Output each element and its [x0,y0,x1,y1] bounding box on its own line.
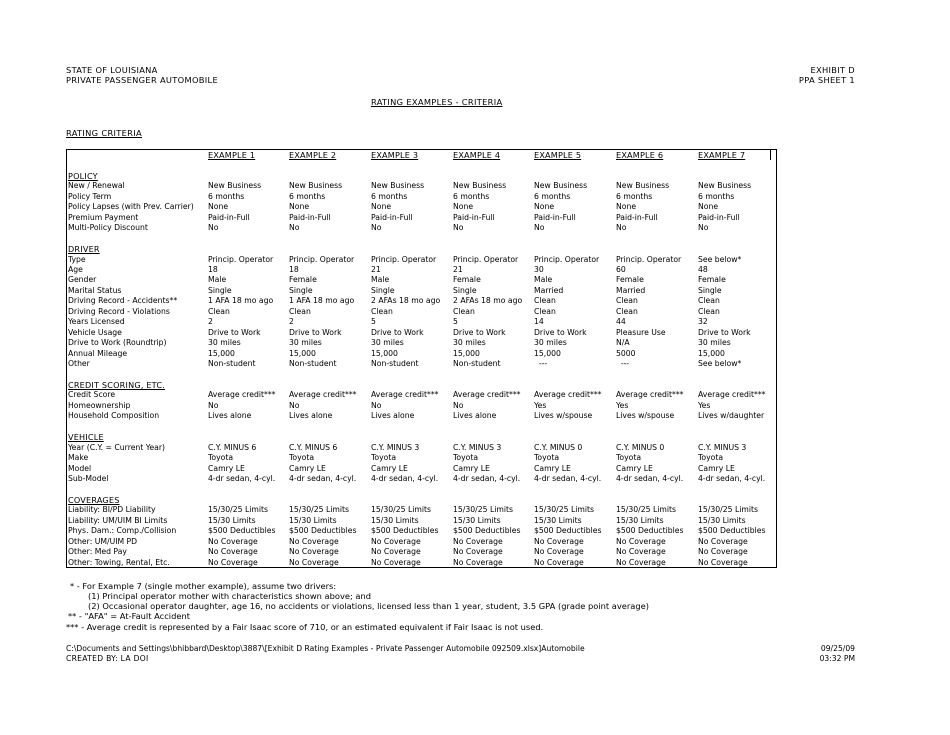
criteria-value: Drive to Work [534,327,587,337]
criteria-value: None [616,202,637,212]
criteria-value: 6 months [371,191,408,201]
criteria-value: C.Y. MINUS 0 [534,442,583,452]
criteria-value: Clean [208,306,230,316]
criteria-row [67,411,776,421]
criteria-value: Clean [616,306,638,316]
criteria-label: Homeownership [68,400,131,410]
criteria-value: $500 Deductibles [208,526,276,536]
criteria-value: Princip. Operator [453,254,519,264]
criteria-row [67,349,776,359]
section-header: COVERAGES [68,494,120,505]
criteria-value: Camry LE [289,463,326,473]
criteria-value: Clean [371,306,393,316]
criteria-value: Female [453,275,481,285]
criteria-value: Single [208,285,232,295]
criteria-row [67,464,776,474]
criteria-value: Average credit*** [289,390,357,400]
criteria-value: Toyota [208,453,234,463]
criteria-value: No Coverage [616,547,666,557]
criteria-row [67,317,776,327]
criteria-value: 60 [616,264,626,274]
criteria-value: 30 miles [453,338,486,348]
footnote-example-7: * - For Example 7 (single mother example), assume two drivers: [70,581,337,591]
criteria-label: Other: Med Pay [68,547,127,557]
rating-criteria-table [66,149,777,568]
criteria-value: Toyota [698,453,724,463]
print-date: 09/25/09 [820,644,855,653]
criteria-label: Other: Towing, Rental, Etc. [68,557,170,567]
criteria-value: 15/30 Limits [534,515,582,525]
criteria-value: Average credit*** [698,390,766,400]
criteria-value: C.Y. MINUS 0 [616,442,665,452]
criteria-value: Married [616,285,646,295]
criteria-value: None [534,202,555,212]
criteria-value: No [453,400,464,410]
criteria-value: No Coverage [371,536,421,546]
criteria-value: 1 AFA 18 mo ago [289,296,355,306]
criteria-row [67,558,776,568]
criteria-value: Non-student [371,359,419,368]
criteria-row [67,307,776,317]
criteria-value: 4-dr sedan, 4-cyl. [453,473,521,483]
criteria-label: Policy Term [68,191,112,201]
criteria-value: Toyota [616,453,642,463]
criteria-value: Non-student [289,359,337,368]
criteria-value: No Coverage [616,536,666,546]
criteria-label: Premium Payment [68,212,139,222]
criteria-value: Female [289,275,317,285]
criteria-value: No Coverage [698,557,748,567]
criteria-value: Yes [534,400,547,410]
criteria-value: Non-student [453,359,501,368]
criteria-value: 15,000 [453,348,480,358]
criteria-value: 2 AFAs 18 mo ago [453,296,523,306]
criteria-value: 48 [698,264,708,274]
criteria-value: No [289,400,300,410]
criteria-value: Toyota [371,453,397,463]
criteria-value: 15/30/25 Limits [453,505,514,515]
criteria-value: 6 months [289,191,326,201]
criteria-row [67,275,776,285]
criteria-label: Year (C.Y. = Current Year) [68,442,166,452]
criteria-row [67,296,776,306]
criteria-value: 15,000 [371,348,398,358]
criteria-row [67,265,776,275]
section-header-row [67,432,776,442]
criteria-label: Annual Mileage [68,348,128,358]
criteria-value: Princip. Operator [616,254,682,264]
section-title: RATING CRITERIA [66,128,142,138]
criteria-row [67,474,776,484]
criteria-value: Camry LE [534,463,571,473]
criteria-value: Lives w/spouse [534,411,593,421]
criteria-row [67,286,776,296]
column-header: EXAMPLE 7 [698,150,746,160]
criteria-value: Princip. Operator [208,254,274,264]
criteria-value: C.Y. MINUS 3 [371,442,420,452]
criteria-value: Lives w/spouse [616,411,675,421]
criteria-value: New Business [289,181,343,191]
criteria-row [67,213,776,223]
criteria-value: Lives alone [371,411,415,421]
criteria-value: No [371,400,382,410]
criteria-value: 30 miles [371,338,404,348]
criteria-value: Single [698,285,722,295]
criteria-value: Clean [534,306,556,316]
criteria-value: Camry LE [698,463,735,473]
criteria-value: 14 [534,317,544,327]
criteria-value: See below* [698,254,742,264]
criteria-value: Single [453,285,477,295]
criteria-value: No Coverage [698,547,748,557]
criteria-value: No [453,223,464,233]
criteria-value: 15,000 [208,348,235,358]
criteria-value: Paid-in-Full [371,212,413,222]
criteria-value: 30 miles [534,338,567,348]
criteria-value: 15/30 Limits [371,515,419,525]
column-header: EXAMPLE 6 [616,150,664,160]
criteria-value: 21 [371,264,381,274]
criteria-value: Average credit*** [371,390,439,400]
criteria-row [67,328,776,338]
criteria-value: None [208,202,229,212]
criteria-value: Paid-in-Full [698,212,740,222]
criteria-value: New Business [208,181,262,191]
criteria-label: Other [68,359,90,368]
criteria-value: Clean [698,296,720,306]
criteria-label: Liability: BI/PD Liability [68,505,156,515]
criteria-row [67,338,776,348]
criteria-value: New Business [371,181,425,191]
criteria-value: $500 Deductibles [453,526,521,536]
criteria-value: No Coverage [453,547,503,557]
criteria-value: Female [698,275,726,285]
criteria-row [67,359,776,369]
criteria-row [67,202,776,212]
criteria-value: $500 Deductibles [616,526,684,536]
criteria-value: 32 [698,317,708,327]
criteria-row [67,223,776,233]
criteria-value: Drive to Work [371,327,424,337]
criteria-value: Lives alone [289,411,333,421]
criteria-value: C.Y. MINUS 6 [289,442,338,452]
criteria-value: Male [371,275,390,285]
criteria-value: $500 Deductibles [698,526,766,536]
criteria-value: New Business [453,181,507,191]
criteria-value: No [289,223,300,233]
criteria-value: 15/30/25 Limits [534,505,595,515]
criteria-value: Paid-in-Full [453,212,495,222]
criteria-value: 6 months [698,191,735,201]
criteria-value: 44 [616,317,626,327]
criteria-value: 30 [534,264,544,274]
criteria-label: Age [68,264,83,274]
criteria-value: 15/30 Limits [289,515,337,525]
criteria-value: New Business [698,181,752,191]
criteria-value: 4-dr sedan, 4-cyl. [289,473,357,483]
criteria-label: Model [68,463,92,473]
criteria-value: 5 [371,317,376,327]
column-header: EXAMPLE 4 [453,150,501,160]
criteria-row [67,181,776,191]
criteria-value: Camry LE [453,463,490,473]
criteria-value: 15/30/25 Limits [208,505,269,515]
criteria-value: 15/30/25 Limits [698,505,759,515]
criteria-value: 6 months [453,191,490,201]
criteria-label: Credit Score [68,390,116,400]
criteria-label: Household Composition [68,411,160,421]
criteria-value: See below* [698,359,742,368]
criteria-row [67,537,776,547]
criteria-value: $500 Deductibles [289,526,357,536]
criteria-row [67,453,776,463]
criteria-value: 15/30 Limits [616,515,664,525]
criteria-value: None [371,202,392,212]
criteria-value: No Coverage [534,547,584,557]
criteria-value: No [698,223,709,233]
criteria-row [67,547,776,557]
criteria-value: No [208,400,219,410]
column-header: EXAMPLE 3 [371,150,419,160]
footnote-afa: ** - "AFA" = At-Fault Accident [68,611,190,621]
criteria-value: New Business [534,181,588,191]
criteria-value: Paid-in-Full [616,212,658,222]
criteria-value: No Coverage [534,536,584,546]
header-divider [770,150,771,160]
criteria-value: No Coverage [453,536,503,546]
criteria-value: No Coverage [698,536,748,546]
criteria-value: 4-dr sedan, 4-cyl. [698,473,766,483]
criteria-value: 2 [289,317,294,327]
file-path: C:\Documents and Settings\bhibbard\Desktop\3887\[Exhibit D Rating Examples - Private Passenger Automobile 092509.xlsx]Automobile [66,644,585,653]
criteria-label: Years Licensed [68,317,125,327]
criteria-value: Paid-in-Full [208,212,250,222]
criteria-value: Married [534,285,564,295]
criteria-value: No [371,223,382,233]
criteria-value: Average credit*** [208,390,276,400]
criteria-value: 15,000 [289,348,316,358]
criteria-value: None [453,202,474,212]
criteria-value: Drive to Work [453,327,506,337]
criteria-value: 21 [453,264,463,274]
criteria-value: Single [289,285,313,295]
criteria-label: Vehicle Usage [68,327,122,337]
criteria-value: Toyota [534,453,560,463]
criteria-value: No Coverage [371,557,421,567]
criteria-value: No Coverage [208,557,258,567]
criteria-value: No Coverage [616,557,666,567]
exhibit-label: EXHIBIT D [810,65,855,75]
criteria-value: Princip. Operator [289,254,355,264]
criteria-value: 18 [208,264,218,274]
criteria-value: 1 AFA 18 mo ago [208,296,274,306]
criteria-label: Phys. Dam.: Comp./Collision [68,526,177,536]
section-header: CREDIT SCORING, ETC. [68,379,165,390]
criteria-value: Paid-in-Full [289,212,331,222]
section-header: DRIVER [68,244,100,255]
criteria-value: 4-dr sedan, 4-cyl. [534,473,602,483]
criteria-value: Princip. Operator [371,254,437,264]
criteria-value: Toyota [289,453,315,463]
criteria-value: C.Y. MINUS 3 [698,442,747,452]
footnote-driver-1: (1) Principal operator mother with characteristics shown above; and [88,591,372,601]
column-header: EXAMPLE 5 [534,150,582,160]
criteria-value: 6 months [534,191,571,201]
criteria-value: 6 months [616,191,653,201]
criteria-value: 15/30 Limits [698,515,746,525]
criteria-value: C.Y. MINUS 6 [208,442,257,452]
criteria-row [67,390,776,400]
criteria-value: 4-dr sedan, 4-cyl. [371,473,439,483]
criteria-value: No Coverage [453,557,503,567]
criteria-row [67,526,776,536]
criteria-value: --- [534,359,548,368]
criteria-label: Make [68,453,89,463]
criteria-label: Driving Record - Accidents** [68,296,178,306]
criteria-value: 30 miles [698,338,731,348]
criteria-value: 30 miles [289,338,322,348]
criteria-value: No Coverage [208,536,258,546]
criteria-value: No [616,223,627,233]
criteria-value: Male [208,275,227,285]
page-title: RATING EXAMPLES - CRITERIA [371,97,503,107]
column-header: EXAMPLE 1 [208,150,256,160]
criteria-value: 15,000 [534,348,561,358]
criteria-label: Driving Record - Violations [68,306,170,316]
criteria-value: Non-student [208,359,256,368]
criteria-value: 5 [453,317,458,327]
criteria-value: No Coverage [289,536,339,546]
criteria-label: Sub-Model [68,473,109,483]
column-header: EXAMPLE 2 [289,150,337,160]
print-time: 03:32 PM [819,654,855,663]
criteria-value: Clean [453,306,475,316]
criteria-value: Single [371,285,395,295]
criteria-value: No [534,223,545,233]
criteria-value: New Business [616,181,670,191]
criteria-value: --- [616,359,630,368]
criteria-value: 15/30/25 Limits [371,505,432,515]
criteria-value: Clean [289,306,311,316]
criteria-value: No Coverage [289,557,339,567]
criteria-value: None [698,202,719,212]
criteria-value: Camry LE [208,463,245,473]
criteria-row [67,192,776,202]
criteria-value: Average credit*** [534,390,602,400]
criteria-row [67,505,776,515]
criteria-value: Pleasure Use [616,327,666,337]
criteria-value: 30 miles [208,338,241,348]
criteria-value: Toyota [453,453,479,463]
section-header: POLICY [68,170,98,181]
criteria-value: No Coverage [534,557,584,567]
criteria-value: Yes [698,400,711,410]
criteria-value: Camry LE [616,463,653,473]
footnote-driver-2: (2) Occasional operator daughter, age 16, no accidents or violations, licensed less than 1 year, student, 3.5 GPA (grade point average) [88,601,649,611]
section-header-row [67,171,776,181]
criteria-label: Other: UM/UIM PD [68,536,138,546]
criteria-value: Average credit*** [453,390,521,400]
criteria-value: 15/30/25 Limits [616,505,677,515]
criteria-value: C.Y. MINUS 3 [453,442,502,452]
criteria-row [67,516,776,526]
criteria-value: $500 Deductibles [371,526,439,536]
criteria-value: Drive to Work [208,327,261,337]
criteria-value: 6 months [208,191,245,201]
criteria-value: 2 AFAs 18 mo ago [371,296,441,306]
criteria-value: None [289,202,310,212]
criteria-value: 2 [208,317,213,327]
criteria-label: Drive to Work (Roundtrip) [68,338,167,348]
criteria-value: No Coverage [371,547,421,557]
criteria-value: 4-dr sedan, 4-cyl. [208,473,276,483]
criteria-value: Male [534,275,553,285]
criteria-label: Policy Lapses (with Prev. Carrier) [68,202,194,212]
criteria-value: 15/30 Limits [208,515,256,525]
criteria-value: 4-dr sedan, 4-cyl. [616,473,684,483]
criteria-value: Camry LE [371,463,408,473]
criteria-value: Lives alone [453,411,497,421]
criteria-value: 18 [289,264,299,274]
section-header-row [67,380,776,390]
column-header-row [67,150,776,160]
section-header: VEHICLE [68,432,104,443]
criteria-value: No [208,223,219,233]
document-subtitle: PRIVATE PASSENGER AUTOMOBILE [66,75,218,85]
criteria-value: Clean [698,306,720,316]
criteria-value: Clean [534,296,556,306]
state-title: STATE OF LOUISIANA [66,65,158,75]
criteria-row [67,401,776,411]
criteria-value: No Coverage [208,547,258,557]
criteria-label: Gender [68,275,97,285]
criteria-value: Yes [616,400,629,410]
section-header-row [67,244,776,254]
criteria-value: N/A [616,338,630,348]
criteria-label: Multi-Policy Discount [68,223,148,233]
criteria-value: $500 Deductibles [534,526,602,536]
sheet-label: PPA SHEET 1 [798,75,855,85]
criteria-value: 15,000 [698,348,725,358]
criteria-value: No Coverage [289,547,339,557]
criteria-value: Princip. Operator [534,254,600,264]
criteria-label: Marital Status [68,285,122,295]
criteria-value: Average credit*** [616,390,684,400]
criteria-label: New / Renewal [68,181,125,191]
criteria-label: Liability: UM/UIM BI Limits [68,515,168,525]
criteria-row [67,443,776,453]
criteria-value: 5000 [616,348,636,358]
criteria-value: Lives w/daughter [698,411,765,421]
criteria-value: Clean [616,296,638,306]
criteria-value: Drive to Work [289,327,342,337]
section-header-row [67,495,776,505]
footnote-credit: *** - Average credit is represented by a Fair Isaac score of 710, or an estimated equivalent if Fair Isaac is not used. [66,622,544,632]
criteria-value: Drive to Work [698,327,751,337]
criteria-label: Type [68,254,86,264]
criteria-row [67,255,776,265]
criteria-value: Paid-in-Full [534,212,576,222]
created-by: CREATED BY: LA DOI [66,654,149,663]
criteria-value: Lives alone [208,411,252,421]
criteria-value: 15/30/25 Limits [289,505,350,515]
criteria-value: Female [616,275,644,285]
criteria-value: 15/30 Limits [453,515,501,525]
